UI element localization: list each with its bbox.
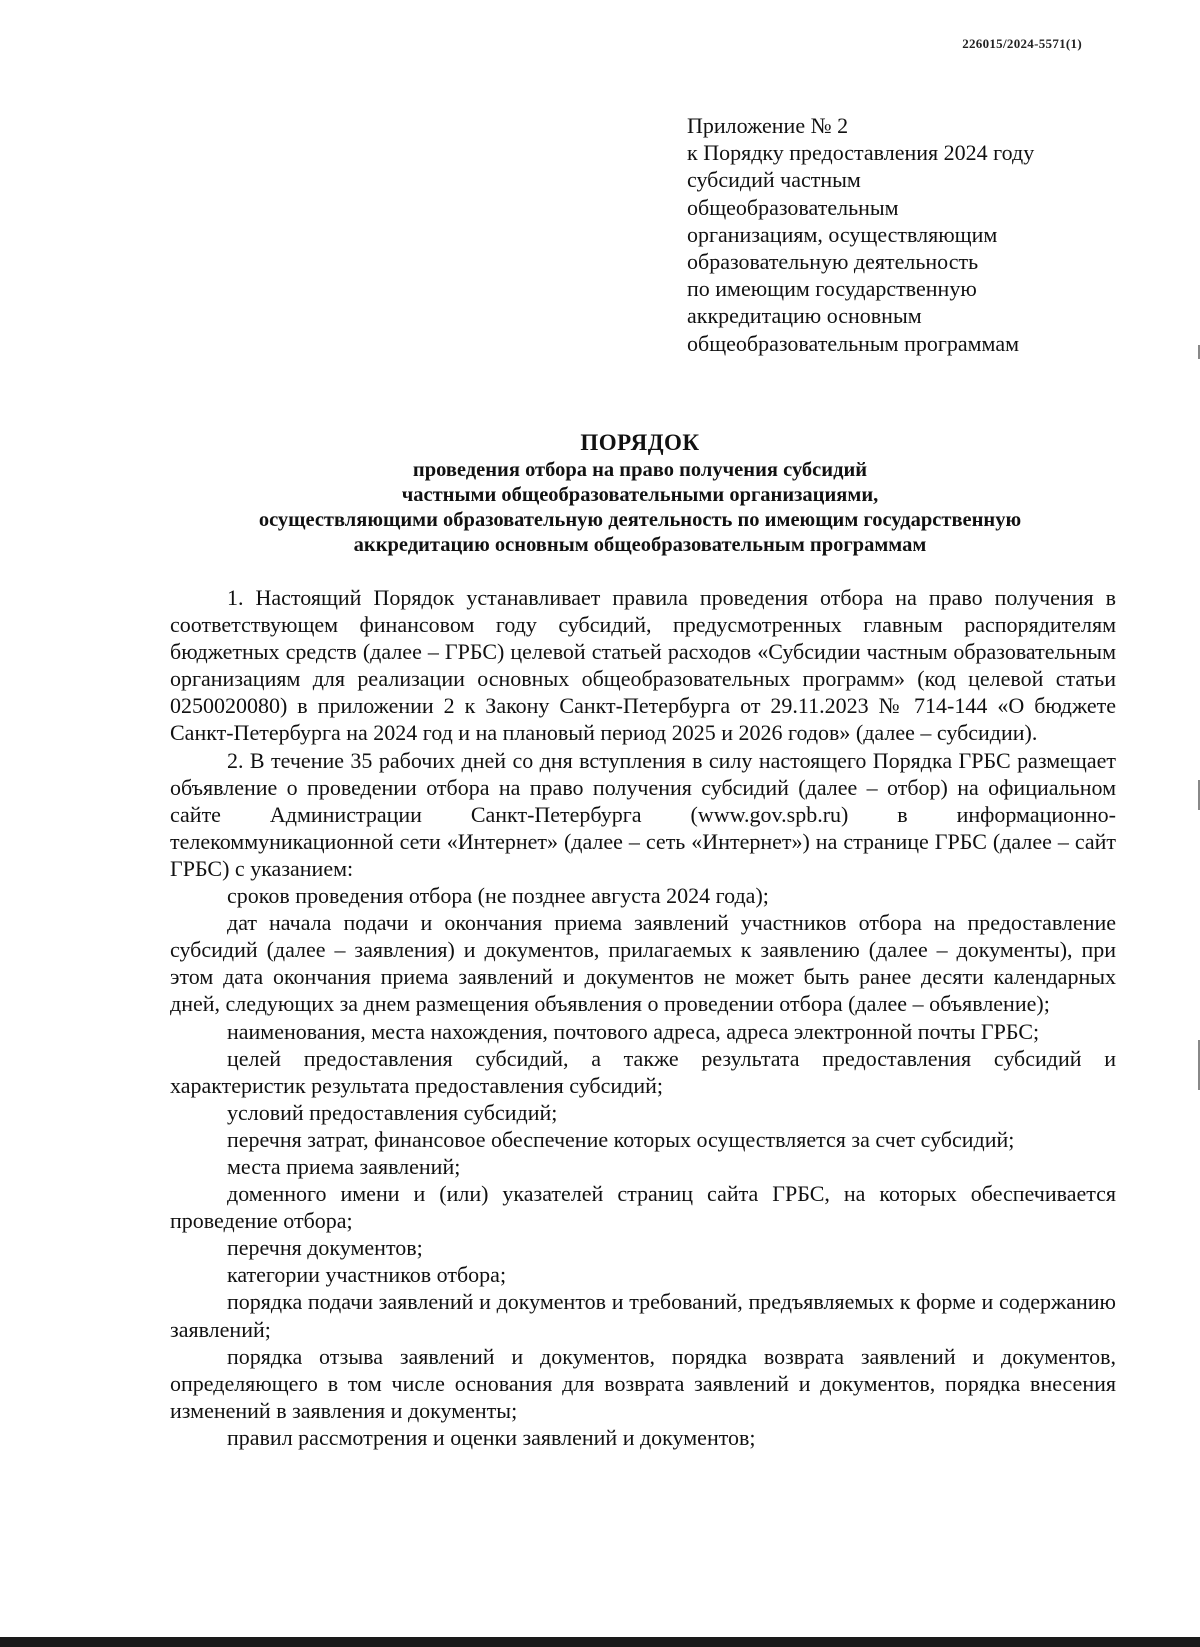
body-paragraph: дат начала подачи и окончания приема заявлений участников отбора на предоставление субсидий (далее – заявления) и документов, прилагаемых к заявлению (далее – документы), при этом дата окончания приема заявлений и документов не может быть ранее десяти календарных дней, следующих за днем размещения объявления о проведении отбора (далее – объявление); [170, 910, 1116, 1017]
body-paragraph: 2. В течение 35 рабочих дней со дня вступления в силу настоящего Порядка ГРБС размещает объявление о проведении отбора на право получения субсидий (далее – отбор) на официальном сайте Администрации Санкт-Петербурга (www.gov.spb.ru) в информационно-телекоммуникационной сети «Интернет» (далее – сеть «Интернет») на странице ГРБС (далее – сайт ГРБС) с указанием: [170, 747, 1116, 881]
body-paragraph: доменного имени и (или) указателей страниц сайта ГРБС, на которых обеспечивается проведение отбора; [170, 1181, 1116, 1234]
document-subtitle-line: проведения отбора на право получения субсидий [412, 459, 868, 481]
body-paragraph: условий предоставления субсидий; [227, 1099, 558, 1125]
annex-line: образовательную деятельность [687, 249, 979, 275]
document-registration-number: 226015/2024-5571(1) [962, 36, 1082, 51]
annex-line: общеобразовательным [687, 194, 899, 220]
annex-line: субсидий частным [687, 167, 861, 193]
body-paragraph: 1. Настоящий Порядок устанавливает правила проведения отбора на право получения в соответствующем финансовом году субсидий, предусмотренных главным распорядителям бюджетных средств (далее – ГРБС) целевой статьей расходов «Субсидии частным образовательным организациям для реализации основных общеобразовательных программ» (код целевой статьи 0250020080) в приложении 2 к Закону Санкт-Петербурга от 29.11.2023 № 714-144 «О бюджете Санкт-Петербурга на 2024 год и на плановый период 2025 и 2026 годов» (далее – субсидии). [170, 585, 1116, 746]
annex-line: к Порядку предоставления 2024 году [687, 140, 1035, 166]
annex-line: аккредитацию основным [687, 303, 922, 329]
body-paragraph: порядка отзыва заявлений и документов, порядка возврата заявлений и документов, определяющего в том числе основания для возврата заявлений и документов, порядка внесения изменений в заявления и документы; [170, 1343, 1116, 1423]
annex-line: общеобразовательным программам [687, 330, 1020, 356]
body-paragraph: порядка подачи заявлений и документов и требований, предъявляемых к форме и содержанию заявлений; [170, 1289, 1116, 1342]
annex-line: по имеющим государственную [687, 276, 977, 302]
body-paragraph: места приема заявлений; [227, 1153, 461, 1179]
annex-line: Приложение № 2 [687, 113, 849, 138]
body-paragraph: правил рассмотрения и оценки заявлений и документов; [227, 1424, 756, 1450]
body-paragraph: перечня документов; [227, 1235, 423, 1261]
document-subtitle-line: частными общеобразовательными организациями, [401, 484, 879, 506]
body-paragraph: наименования, места нахождения, почтового адреса, адреса электронной почты ГРБС; [227, 1018, 1040, 1044]
document-subtitle-line: аккредитацию основным общеобразовательным программам [353, 534, 927, 556]
scan-bottom-edge [0, 1637, 1200, 1647]
body-paragraph: сроков проведения отбора (не позднее августа 2024 года); [227, 883, 769, 909]
body-paragraph: целей предоставления субсидий, а также результата предоставления субсидий и характеристик результата предоставления субсидий; [170, 1045, 1116, 1098]
document-subtitle-line: осуществляющими образовательную деятельность по имеющим государственную [258, 509, 1022, 531]
body-paragraph: перечня затрат, финансовое обеспечение которых осуществляется за счет субсидий; [227, 1126, 1015, 1152]
document-title: ПОРЯДОК [580, 430, 700, 455]
document-heading [165, 428, 1115, 558]
body-paragraph: категории участников отбора; [227, 1262, 507, 1288]
document-body [170, 584, 1116, 1451]
annex-line: организациям, осуществляющим [687, 221, 998, 247]
annex-reference-block [687, 112, 1107, 357]
